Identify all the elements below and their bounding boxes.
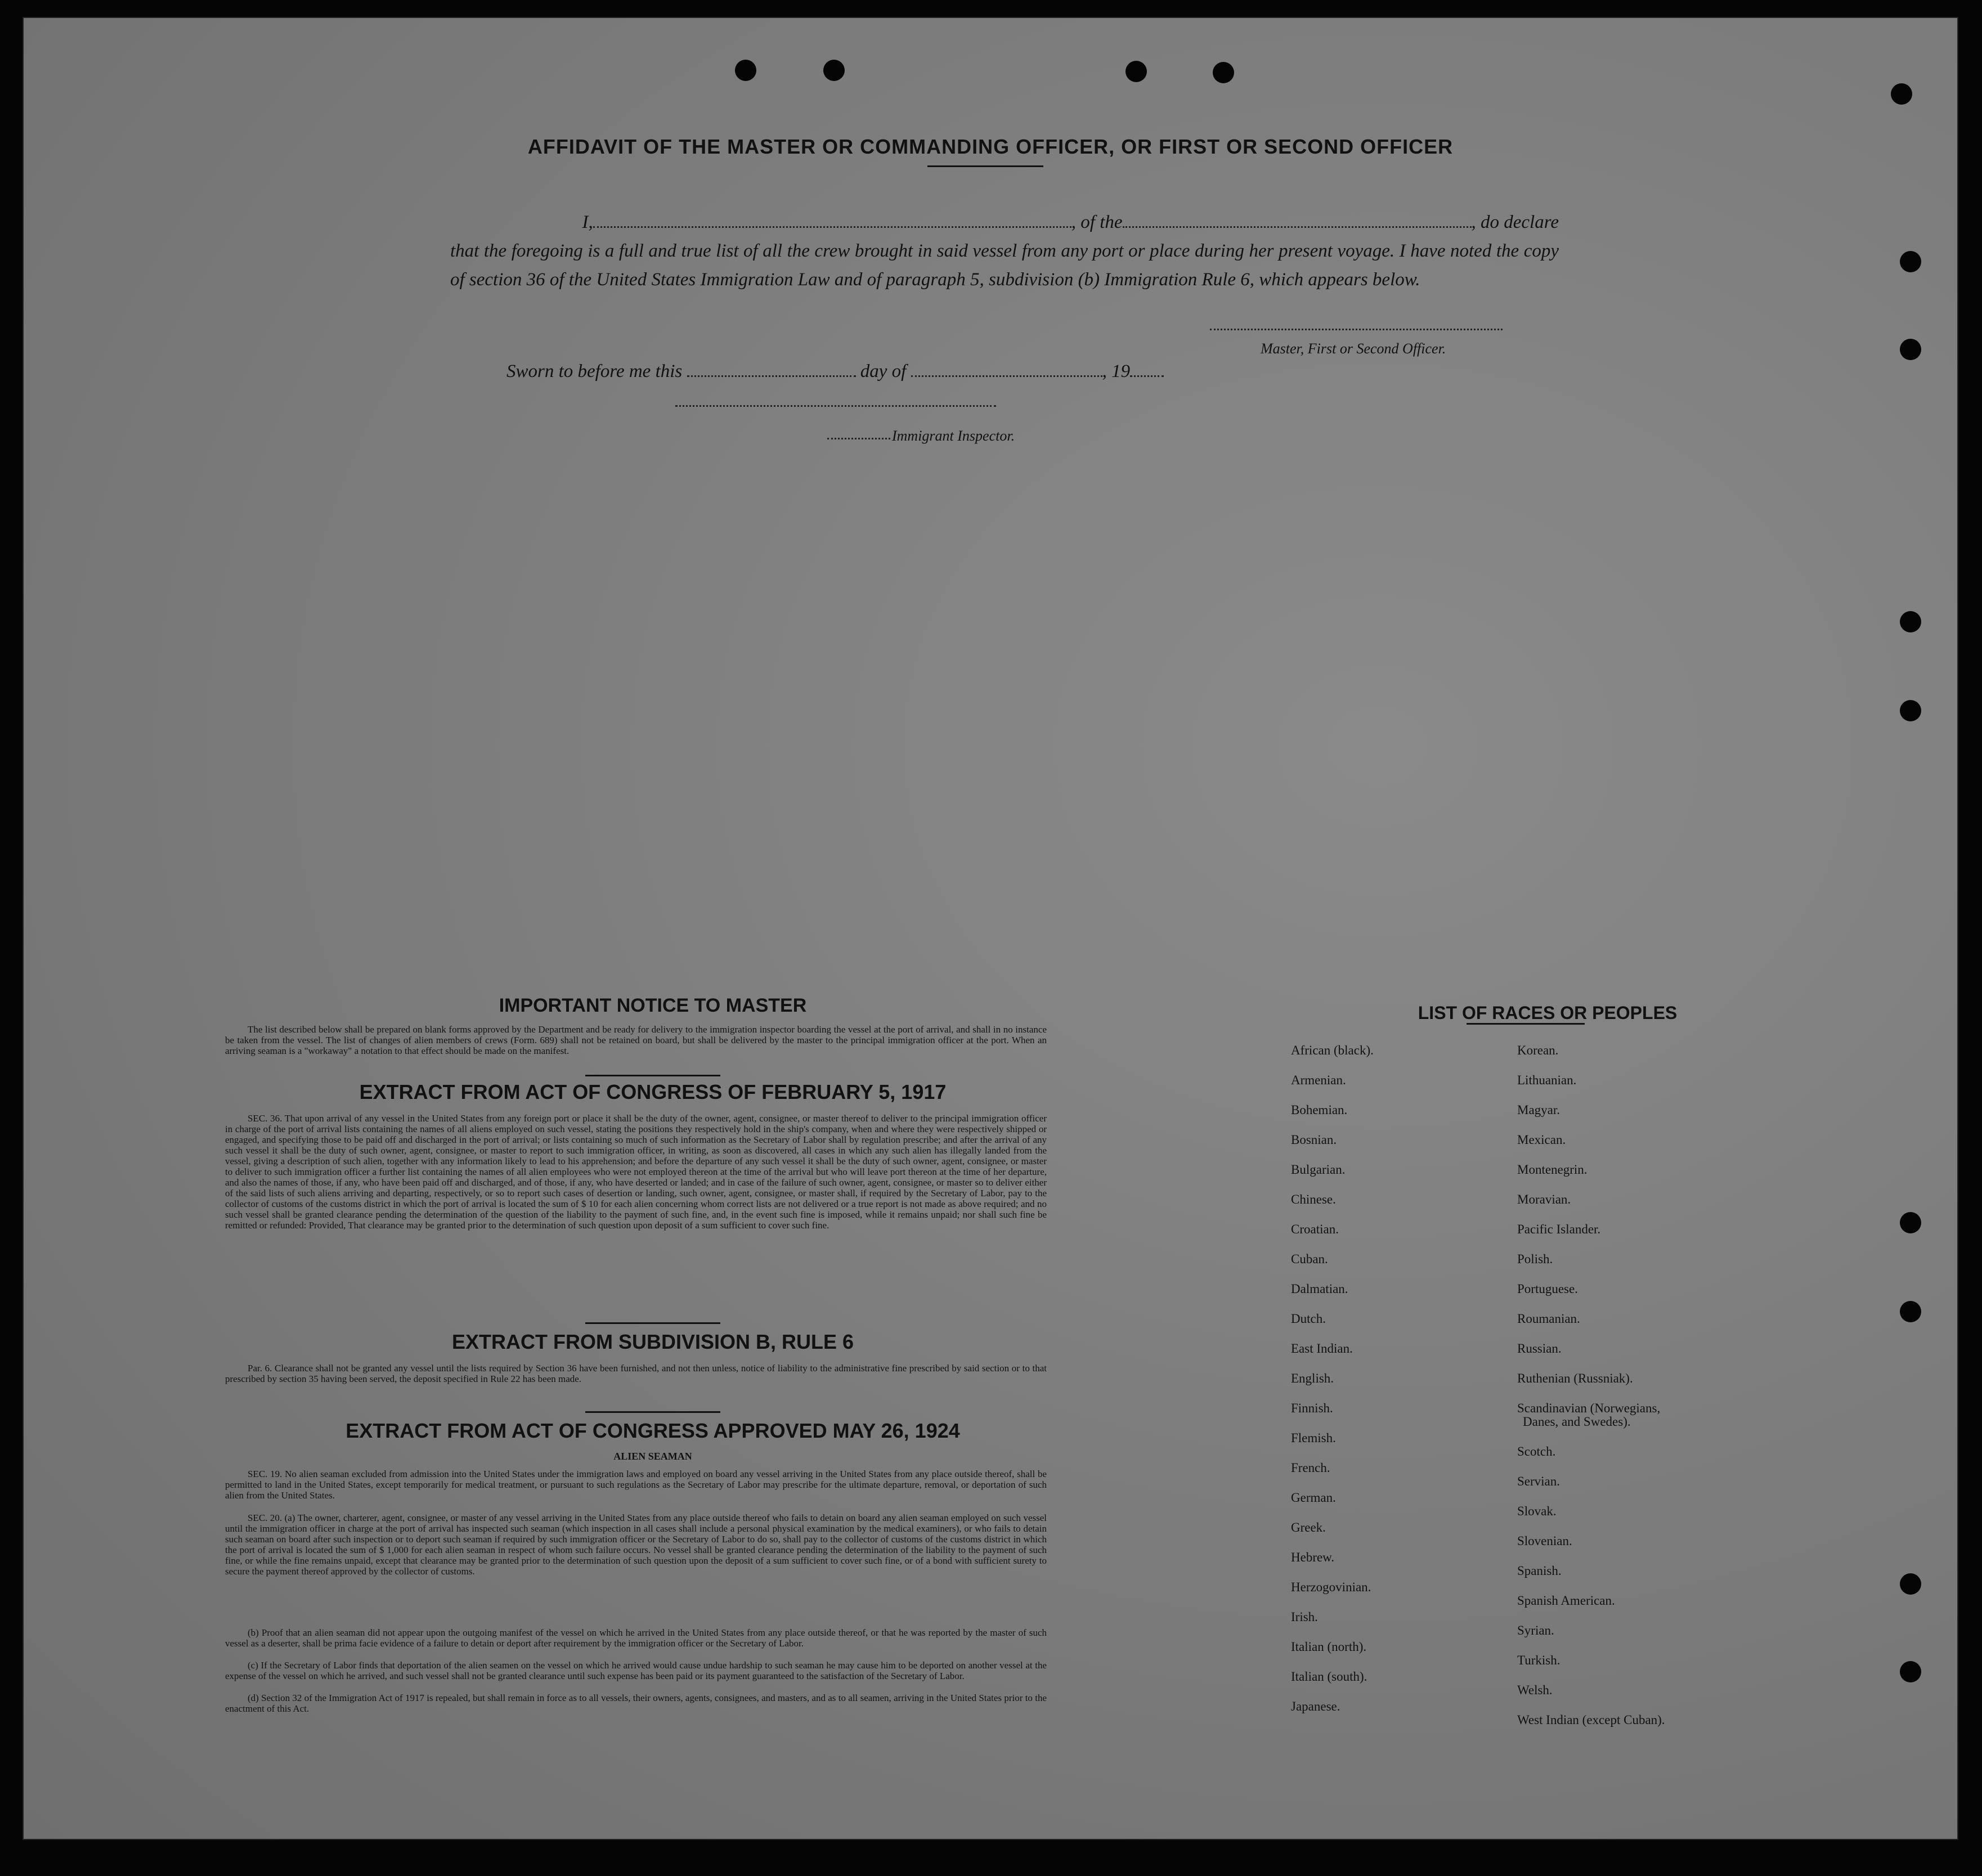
- race-item: Slovenian.: [1517, 1534, 1572, 1548]
- race-item: Japanese.: [1291, 1699, 1340, 1713]
- race-item: Servian.: [1517, 1474, 1561, 1488]
- race-item: Magyar.: [1517, 1103, 1561, 1117]
- race-item: Portuguese.: [1517, 1282, 1578, 1296]
- race-item: Lithuanian.: [1517, 1073, 1577, 1087]
- race-item: Moravian.: [1517, 1192, 1571, 1206]
- race-item: Croatian.: [1291, 1222, 1339, 1236]
- declaration-body: that the foregoing is a full and true list of all the crew brought in said vessel from any port or place during her present voyage. I have noted the copy of section 36 of the United States Immigration Law and of paragraph 5, subdivision (b) Immigration Rule 6, which appears below.: [450, 241, 1559, 290]
- year-prefix-text: , 19: [1102, 361, 1131, 382]
- races-list-title: LIST OF RACES OR PEOPLES: [1418, 1003, 1678, 1023]
- punch-hole: [1213, 62, 1234, 83]
- race-item: Bohemian.: [1291, 1103, 1348, 1117]
- punch-hole: [1891, 83, 1912, 105]
- race-item: East Indian.: [1291, 1341, 1353, 1356]
- race-item: Russian.: [1517, 1341, 1562, 1356]
- race-item: Ruthenian (Russniak).: [1517, 1371, 1633, 1385]
- extract-1917-text: SEC. 36. That upon arrival of any vessel in the United States from any foreign port or place it shall be the duty of the owner, agent, consignee, or master thereof to deliver to the principal immigration officer in charge of the port of arrival lists containing the names of all aliens employed on such vessel, stating the positions they respectively hold in the ship's company, when and where they were respectively shipped or engaged, and specifying those to be paid off and discharged in the port of arrival; or lists containing so much of such information as the Secretary of Labor shall by regulation prescribe; and after the arrival of any such vessel it shall be the duty of such owner, agent, consignee, or master to report to such immigration officer, in writing, as soon as discovered, all cases in which any such alien has illegally landed from the vessel, giving a description of such alien, together with any information likely to lead to his apprehension; and before the departure of any such vessel it shall be the duty of such owner, agent, consignee, or master to deliver to such immigration officer a further list containing the names of all alien employees who were not employed thereon at the time of the arrival but who will leave port thereon at the time of her departure, and also the names of those, if any, who have been paid off and discharged, and of those, if any, who have deserted or landed; and in case of the failure of such owner, agent, consignee, or master so to deliver either of the said lists of such aliens arriving and departing, respectively, or so to report such cases of desertion or landing, such owner, agent, consignee, or master shall, if required by the Secretary of Labor, pay to the collector of customs of the customs district in which the port of arrival is located the sum of $ 10 for each alien concerning whom correct lists are not delivered or a true report is not made as above required; and no such vessel shall be granted clearance pending the determination of the question of the liability to the payment of such fine, and, in the event such fine is imposed, while it remains unpaid; nor shall such fine be remitted or refunded: Provided, That clearance may be granted prior to the determination of such question upon deposit of a sum sufficient to cover such fine.: [225, 1113, 1047, 1231]
- notice-text: The list described below shall be prepared on blank forms approved by the Department and be ready for delivery to the immigration inspector boarding the vessel at the port of arrival, and shall in no instance be taken from the vessel. The list of changes of alien members of crews (Form. 689) shall not be retained on board, but shall be delivered by the master to the principal immigration officer at the port. When an arriving seaman is a "workaway" a notation to that effect should be made on the manifest.: [225, 1024, 1047, 1056]
- race-item: Scandinavian (Norwegians,: [1517, 1401, 1661, 1415]
- race-item: Chinese.: [1291, 1192, 1336, 1206]
- race-item: Cuban.: [1291, 1252, 1328, 1266]
- punch-hole: [1125, 61, 1147, 82]
- declarant-name-blank: [593, 226, 1071, 228]
- vessel-name-blank: [1123, 226, 1472, 228]
- race-item: West Indian (except Cuban).: [1517, 1713, 1665, 1727]
- punch-hole: [735, 60, 756, 81]
- race-item: Bosnian.: [1291, 1133, 1337, 1147]
- race-item: Finnish.: [1291, 1401, 1333, 1415]
- race-item: Italian (south).: [1291, 1669, 1367, 1684]
- race-item: Scotch.: [1517, 1444, 1556, 1458]
- race-item: Spanish.: [1517, 1564, 1562, 1578]
- inspector-signature-line: [675, 405, 996, 407]
- race-item: Roumanian.: [1517, 1312, 1580, 1326]
- sec20b-text: (b) Proof that an alien seaman did not appear upon the outgoing manifest of the vessel on which he arrived in the United States from any place outside thereof, or that he was reported by the master of such vessel as a deserter, shall be prima facie evidence of a failure to detain or deport after requirement by the immigration officer or the Secretary of Labor.: [225, 1627, 1047, 1649]
- sec19-text: SEC. 19. No alien seaman excluded from admission into the United States under the immigration laws and employed on board any vessel arriving in the United States from any place outside thereof, shall be permitted to land in the United States, except temporarily for medical treatment, or pursuant to such regulations as the Secretary of Labor may prescribe for the ultimate departure, removal, or deportation of such alien from the United States.: [225, 1469, 1047, 1501]
- section-divider: [585, 1411, 720, 1413]
- title-underline: [927, 165, 1043, 167]
- race-item: Bulgarian.: [1291, 1163, 1346, 1177]
- extract-1917-title: EXTRACT FROM ACT OF CONGRESS OF FEBRUARY 5, 1917: [359, 1080, 947, 1103]
- master-signature-line: [1210, 329, 1503, 330]
- race-item: Turkish.: [1517, 1653, 1561, 1667]
- punch-hole: [1900, 339, 1921, 360]
- sec20a-text: SEC. 20. (a) The owner, charterer, agent, consignee, or master of any vessel arriving in the United States from any place outside thereof who fails to detain on board any alien seaman employed on such vessel until the immigration officer in charge at the port of arrival has inspected such seaman (which inspection in all cases shall include a personal physical examination by the medical examiners), or who fails to detain such seaman on board after such inspection or to deport such seaman if required by such immigration officer or the Secretary of Labor to do so, shall pay to the collector of customs of the customs district in which the port of arrival is located the sum of $ 1,000 for each alien seaman in respect of whom such failure occurs. No vessel shall be granted clearance pending the determination of the liability to the payment of such fine, or while the fine remains unpaid, except that clearance may be granted prior to the determination of such question upon the deposit of a sum sufficient to cover such fine, or of a bond with sufficient surety to secure the payment thereof approved by the collector of customs.: [225, 1513, 1047, 1577]
- race-item: Welsh.: [1517, 1683, 1553, 1697]
- punch-hole: [1900, 1573, 1921, 1595]
- inspector-dots: [827, 438, 890, 439]
- rule6-text: Par. 6. Clearance shall not be granted any vessel until the lists required by Section 36 have been furnished, and not then unless, notice of liability to the administrative fine prescribed by said section or to that prescribed by section 35 having been served, the deposit specified in Rule 22 has been made.: [225, 1363, 1047, 1384]
- race-item: Hebrew.: [1291, 1550, 1335, 1564]
- punch-hole: [1900, 700, 1921, 721]
- punch-hole: [1900, 1212, 1921, 1233]
- section-divider: [585, 1322, 720, 1324]
- punch-hole: [1900, 611, 1921, 632]
- of-the-text: , of the: [1071, 212, 1123, 232]
- affidavit-declaration: [450, 208, 1559, 294]
- races-title-underline: [1467, 1023, 1585, 1025]
- race-item: Polish.: [1517, 1252, 1553, 1266]
- sec20c-text: (c) If the Secretary of Labor finds that deportation of the alien seamen on the vessel on which he arrived would cause undue hardship to such seaman he may cause him to be deported on another vessel at the expense of the vessel on which he arrived, and such vessel shall not be granted clearance until such expense has been paid or its payment guaranteed to the satisfaction of the Secretary of Labor.: [225, 1660, 1047, 1681]
- immigrant-inspector-label: Immigrant Inspector.: [892, 428, 1015, 444]
- sworn-day-blank: [687, 375, 856, 377]
- race-item: Irish.: [1291, 1610, 1318, 1624]
- race-item: Herzogovinian.: [1291, 1580, 1371, 1594]
- declaration-first-line: [450, 208, 1559, 237]
- race-item: Dalmatian.: [1291, 1282, 1348, 1296]
- race-item: Syrian.: [1517, 1623, 1554, 1637]
- punch-hole: [1900, 1661, 1921, 1682]
- master-officer-label: Master, First or Second Officer.: [1261, 340, 1446, 357]
- sworn-statement: [506, 361, 1164, 382]
- punch-hole: [1900, 1301, 1921, 1322]
- punch-hole: [1900, 251, 1921, 272]
- alien-seaman-subtitle: ALIEN SEAMAN: [613, 1451, 692, 1462]
- race-item: Danes, and Swedes).: [1523, 1415, 1631, 1429]
- race-item: German.: [1291, 1491, 1336, 1505]
- affidavit-title: AFFIDAVIT OF THE MASTER OR COMMANDING OFFICER, OR FIRST OR SECOND OFFICER: [527, 135, 1454, 158]
- race-item: Slovak.: [1517, 1504, 1557, 1518]
- sworn-year-blank: [1130, 375, 1164, 377]
- sec20d-text: (d) Section 32 of the Immigration Act of 1917 is repealed, but shall remain in force as to all vessels, their owners, agents, consignees, and masters, and as to all seamen, arriving in the United States prior to the enactment of this Act.: [225, 1693, 1047, 1714]
- race-item: Pacific Islander.: [1517, 1222, 1601, 1236]
- document-page: [23, 17, 1958, 1840]
- do-declare-text: , do declare: [1471, 212, 1559, 232]
- race-item: Korean.: [1517, 1043, 1559, 1057]
- notice-title: IMPORTANT NOTICE TO MASTER: [499, 995, 807, 1016]
- sworn-text: Sworn to before me this: [506, 361, 683, 382]
- extract-1924-title: EXTRACT FROM ACT OF CONGRESS APPROVED MAY 26, 1924: [346, 1419, 960, 1442]
- sworn-month-blank: [911, 375, 1102, 377]
- race-item: Flemish.: [1291, 1431, 1336, 1445]
- race-item: Montenegrin.: [1517, 1163, 1588, 1177]
- race-item: French.: [1291, 1461, 1330, 1475]
- race-item: Greek.: [1291, 1520, 1326, 1534]
- race-item: Mexican.: [1517, 1133, 1566, 1147]
- race-item: Dutch.: [1291, 1312, 1326, 1326]
- race-item: African (black).: [1291, 1043, 1374, 1057]
- rule6-title: EXTRACT FROM SUBDIVISION B, RULE 6: [451, 1330, 854, 1353]
- punch-hole: [823, 60, 845, 81]
- section-divider: [585, 1075, 720, 1076]
- day-of-text: day of: [860, 361, 907, 382]
- race-item: English.: [1291, 1371, 1334, 1385]
- declarant-prefix: I,: [582, 212, 593, 232]
- race-item: Italian (north).: [1291, 1640, 1367, 1654]
- race-item: Armenian.: [1291, 1073, 1346, 1087]
- race-item: Spanish American.: [1517, 1594, 1615, 1608]
